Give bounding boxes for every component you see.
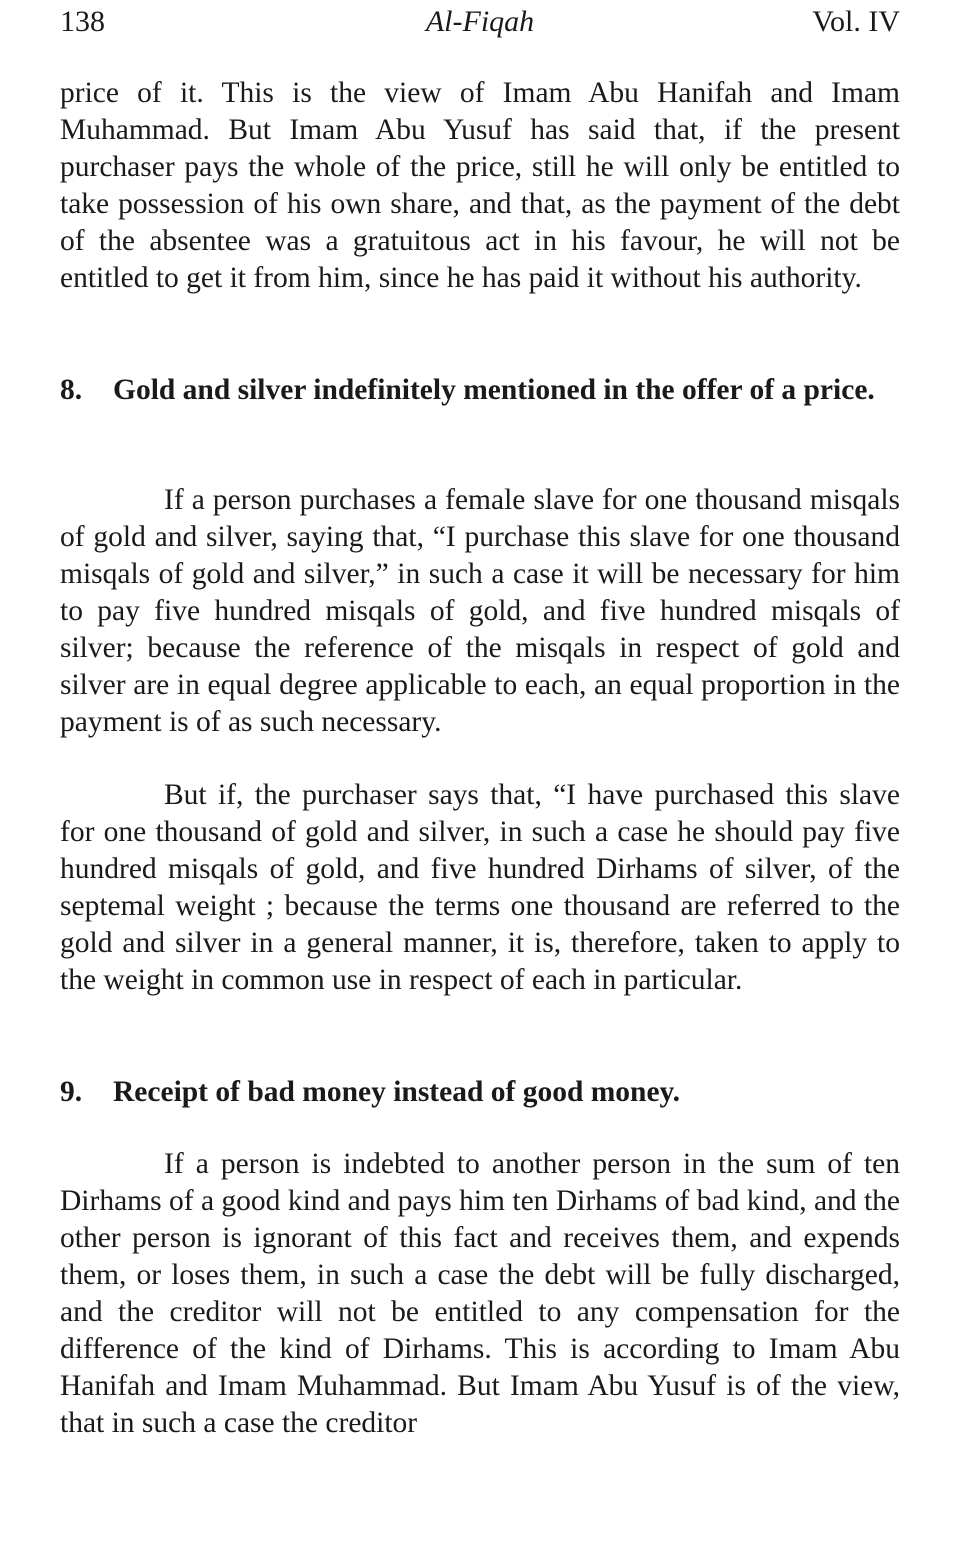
volume-label: Vol. IV bbox=[812, 5, 900, 38]
section-9-paragraph-1: If a person is indebted to another person in the sum of ten Dirhams of a good kind and pays him ten Dirhams of bad kind, and the other person is ignorant of this fact and receives them, and expends them, or loses them, in such a case the debt will be fully discharged, and the creditor will not be entitled to any compensation for the difference of the kind of Dirhams. This is according to Imam Abu Hanifah and Imam Muhammad. But Imam Abu Yusuf is of the view, that in such a case the creditor bbox=[60, 1148, 900, 1439]
section-8-number: 8. bbox=[60, 374, 83, 406]
section-9-number: 9. bbox=[60, 1076, 83, 1108]
section-8-heading bbox=[60, 372, 900, 409]
continued-paragraph: price of it. This is the view of Imam Abu Hanifah and Imam Muhammad. But Imam Abu Yusuf has said that, if the present purchaser pays the whole of the price, still he will only be entitled to take possession of his own share, and that, as the payment of the debt of the absentee was a gratuitous act in his favour, he will not be entitled to get it from him, since he has paid it without his authority. bbox=[60, 77, 900, 294]
section-8-title: Gold and silver indefinitely mentioned in the offer of a price. bbox=[113, 374, 875, 406]
book-page bbox=[60, 0, 900, 1550]
section-9-heading bbox=[60, 1074, 900, 1111]
running-header bbox=[60, 4, 900, 40]
section-8-paragraph-1: If a person purchases a female slave for one thousand misqals of gold and silver, saying that, “I purchase this slave for one thousand misqals of gold and silver,” in such a case it will be necessary for him to pay five hundred misqals of gold, and five hundred misqals of silver; because the reference of the misqals in respect of gold and silver are in equal degree applicable to each, an equal proportion in the payment is of as such necessary. bbox=[60, 484, 900, 738]
section-8-paragraph-2: But if, the purchaser says that, “I have purchased this slave for one thousand of gold and silver, in such a case he should pay five hundred misqals of gold, and five hundred Dirhams of silver, of the septemal weight ; because the terms one thousand are referred to the gold and silver in a general manner, it is, therefore, taken to apply to the weight in common use in respect of each in particular. bbox=[60, 779, 900, 996]
section-9-title: Receipt of bad money instead of good money. bbox=[113, 1076, 681, 1108]
book-title: Al-Fiqah bbox=[425, 5, 535, 38]
page-number: 138 bbox=[60, 5, 105, 38]
